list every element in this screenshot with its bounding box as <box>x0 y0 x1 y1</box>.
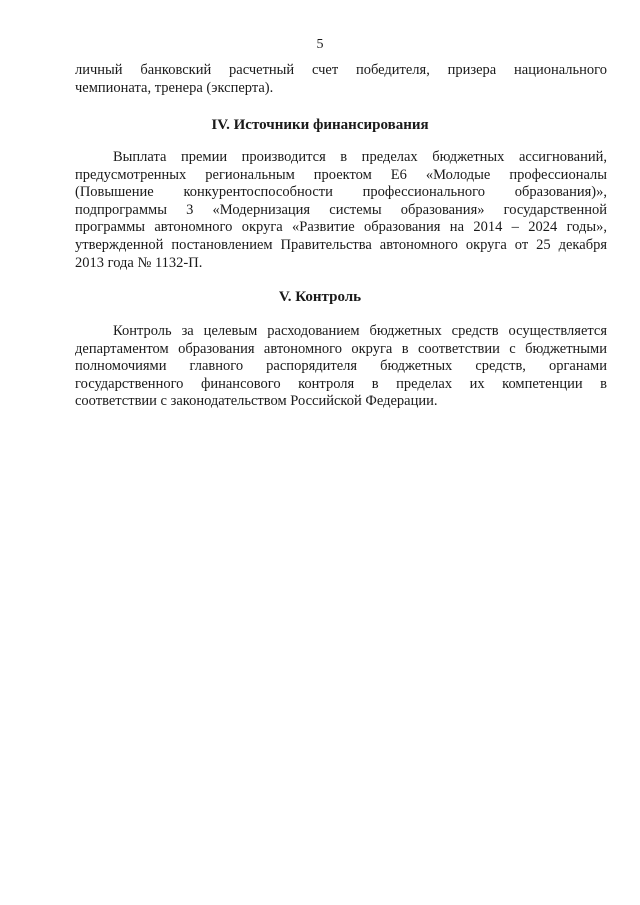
paragraph-line: соответствии с законодательством Российской Федерации. <box>75 393 438 410</box>
continuation-paragraph <box>75 62 607 97</box>
paragraph-line: государственного финансового контроля в пределах их компетенции в <box>75 375 607 392</box>
control-paragraph <box>75 323 607 411</box>
paragraph-line: (Повышение конкурентоспособности профессионального образования)», <box>75 184 607 201</box>
paragraph-line: утвержденной постановлением Правительства автономного округа от 25 декабря <box>75 236 607 253</box>
section-heading-financing: IV. Источники финансирования <box>211 117 429 133</box>
paragraph-line: 2013 года № 1132-П. <box>75 254 203 271</box>
paragraph-line: подпрограммы 3 «Модернизация системы образования» государственной <box>75 201 607 218</box>
paragraph-line: Выплата премии производится в пределах бюджетных ассигнований, <box>113 149 607 165</box>
paragraph-line: программы автономного округа «Развитие образования на 2014 – 2024 годы», <box>75 219 607 236</box>
paragraph-line: предусмотренных региональным проектом Е6 «Молодые профессионалы <box>75 166 607 183</box>
financing-paragraph <box>75 149 607 272</box>
paragraph-line: личный банковский расчетный счет победителя, призера национального <box>75 62 607 78</box>
section-heading-control: V. Контроль <box>278 289 362 305</box>
paragraph-line: чемпионата, тренера (эксперта). <box>75 79 274 96</box>
paragraph-line: департаментом образования автономного округа в соответствии с бюджетными <box>75 340 607 357</box>
page-number: 5 <box>316 37 324 52</box>
paragraph-line: полномочиями главного распорядителя бюджетных средств, органами <box>75 358 607 375</box>
paragraph-line: Контроль за целевым расходованием бюджетных средств осуществляется <box>113 323 607 339</box>
